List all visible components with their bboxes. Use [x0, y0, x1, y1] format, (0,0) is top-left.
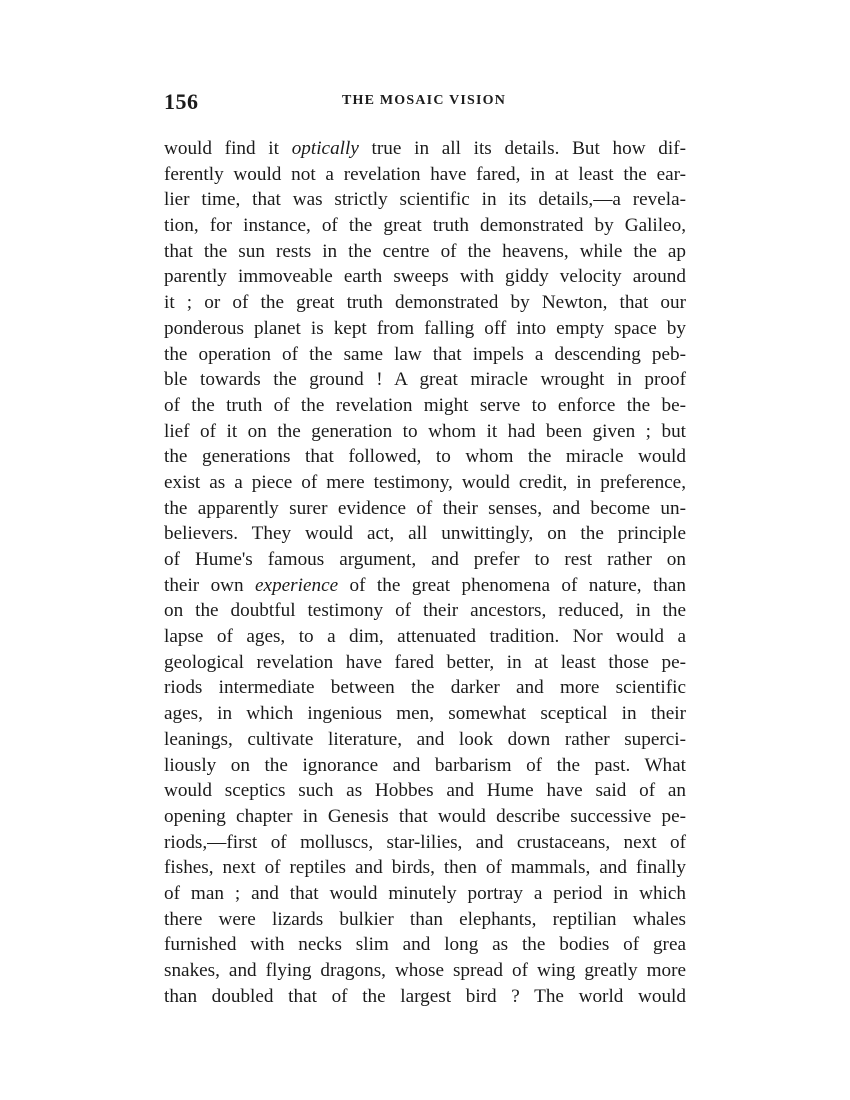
italic-phrase: experience: [255, 574, 339, 596]
text-line: on the doubtful testimony of their ancestors, reduced, in the: [164, 600, 686, 622]
text-line: parently immoveable earth sweeps with giddy velocity around: [164, 266, 686, 288]
text-line: snakes, and flying dragons, whose spread of wing greatly more: [164, 960, 686, 981]
text-line: geological revelation have fared better, in at least those pe-: [164, 651, 686, 673]
page-number: 156: [164, 89, 199, 114]
text-line: it ; or of the great truth demonstrated by Newton, that our: [164, 292, 686, 314]
text-line: their own experience of the great phenomena of nature, than: [164, 574, 686, 596]
text-line: furnished with necks slim and long as the bodies of grea: [164, 934, 686, 956]
text-line: would find it optically true in all its details. But how dif-: [164, 138, 686, 159]
text-line: leanings, cultivate literature, and look down rather superci-: [164, 728, 686, 750]
body-text: [164, 136, 686, 1009]
text-line: fishes, next of reptiles and birds, then of mammals, and finally: [164, 857, 686, 879]
text-line: the apparently surer evidence of their senses, and become un-: [164, 497, 686, 519]
text-line: riods intermediate between the darker and more scientific: [164, 677, 686, 699]
text-line: tion, for instance, of the great truth demonstrated by Galileo,: [164, 215, 686, 237]
text-line: opening chapter in Genesis that would describe successive pe-: [164, 805, 686, 827]
text-line: that the sun rests in the centre of the heavens, while the ap: [164, 240, 686, 262]
italic-phrase: optically: [291, 138, 359, 159]
text-line: of Hume's famous argument, and prefer to rest rather on: [164, 549, 686, 570]
page-header: [164, 89, 686, 117]
text-line: ferently would not a revelation have fared, in at least the ear-: [164, 163, 686, 185]
text-line: lief of it on the generation to whom it had been given ; but: [164, 420, 686, 442]
text-line: would sceptics such as Hobbes and Hume have said of an: [164, 780, 686, 802]
text-line: believers. They would act, all unwittingly, on the principle: [164, 523, 686, 545]
running-title: THE MOSAIC VISION: [342, 93, 507, 108]
text-line: there were lizards bulkier than elephants, reptilian whales: [164, 908, 686, 930]
text-line: the generations that followed, to whom the miracle would: [164, 446, 686, 468]
text-line: exist as a piece of mere testimony, would credit, in preference,: [164, 471, 686, 493]
text-line: the operation of the same law that impels a descending peb-: [164, 343, 686, 365]
text-line: ponderous planet is kept from falling off into empty space by: [164, 317, 686, 339]
text-line: riods,—first of molluscs, star-lilies, and crustaceans, next of: [164, 831, 686, 853]
text-line: ages, in which ingenious men, somewhat sceptical in their: [164, 703, 686, 725]
text-line: liously on the ignorance and barbarism of the past. What: [164, 754, 686, 776]
text-line: than doubled that of the largest bird ? The world would: [164, 985, 686, 1007]
text-line: of the truth of the revelation might serve to enforce the be-: [164, 394, 686, 416]
text-line: lapse of ages, to a dim, attenuated tradition. Nor would a: [164, 626, 686, 648]
text-line: ble towards the ground ! A great miracle wrought in proof: [164, 369, 686, 391]
text-line: lier time, that was strictly scientific in its details,—a revela-: [164, 189, 686, 211]
text-line: of man ; and that would minutely portray a period in which: [164, 882, 686, 904]
